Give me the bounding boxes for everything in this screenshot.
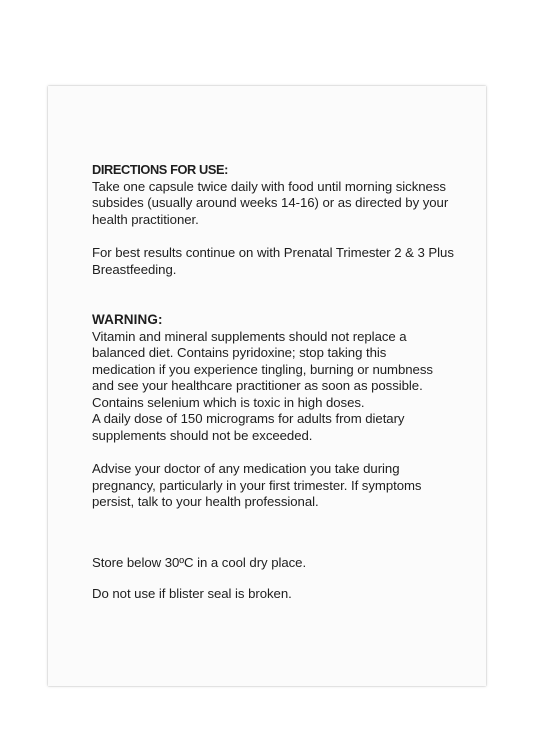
directions-line: health practitioner. bbox=[92, 211, 199, 227]
warning-line: and see your healthcare practitioner as soon as possible. bbox=[92, 378, 423, 393]
directions-heading: DIRECTIONS FOR USE: bbox=[92, 162, 229, 177]
label-card bbox=[48, 86, 486, 686]
blister-seal-warning: Do not use if blister seal is broken. bbox=[92, 586, 292, 601]
warning-section bbox=[92, 312, 472, 444]
warning-heading: WARNING: bbox=[92, 312, 163, 327]
warning-line: Contains selenium which is toxic in high doses. bbox=[92, 394, 365, 410]
storage-instructions: Store below 30ºC in a cool dry place. bbox=[92, 554, 307, 570]
warning-text bbox=[92, 329, 472, 445]
warning-line: supplements should not be exceeded. bbox=[92, 427, 313, 443]
advise-line: Advise your doctor of any medication you take during bbox=[92, 461, 400, 476]
warning-line: balanced diet. Contains pyridoxine; stop taking this bbox=[92, 345, 387, 360]
warning-line: medication if you experience tingling, burning or numbness bbox=[92, 361, 433, 377]
label-text-content bbox=[92, 162, 472, 603]
warning-line: A daily dose of 150 micrograms for adults from dietary bbox=[92, 411, 405, 426]
directions-line: Take one capsule twice daily with food until morning sickness bbox=[92, 178, 446, 194]
warning-line: Vitamin and mineral supplements should not replace a bbox=[92, 328, 407, 344]
directions-section bbox=[92, 162, 472, 228]
advise-line: persist, talk to your health professional. bbox=[92, 494, 319, 509]
best-results-line: For best results continue on with Prenatal Trimester 2 & 3 Plus bbox=[92, 245, 454, 260]
directions-line: subsides (usually around weeks 14-16) or as directed by your bbox=[92, 195, 449, 210]
best-results-text bbox=[92, 245, 472, 278]
best-results-line: Breastfeeding. bbox=[92, 261, 177, 277]
advise-doctor-text bbox=[92, 461, 472, 511]
directions-text bbox=[92, 179, 472, 229]
advise-line: pregnancy, particularly in your first trimester. If symptoms bbox=[92, 477, 422, 493]
